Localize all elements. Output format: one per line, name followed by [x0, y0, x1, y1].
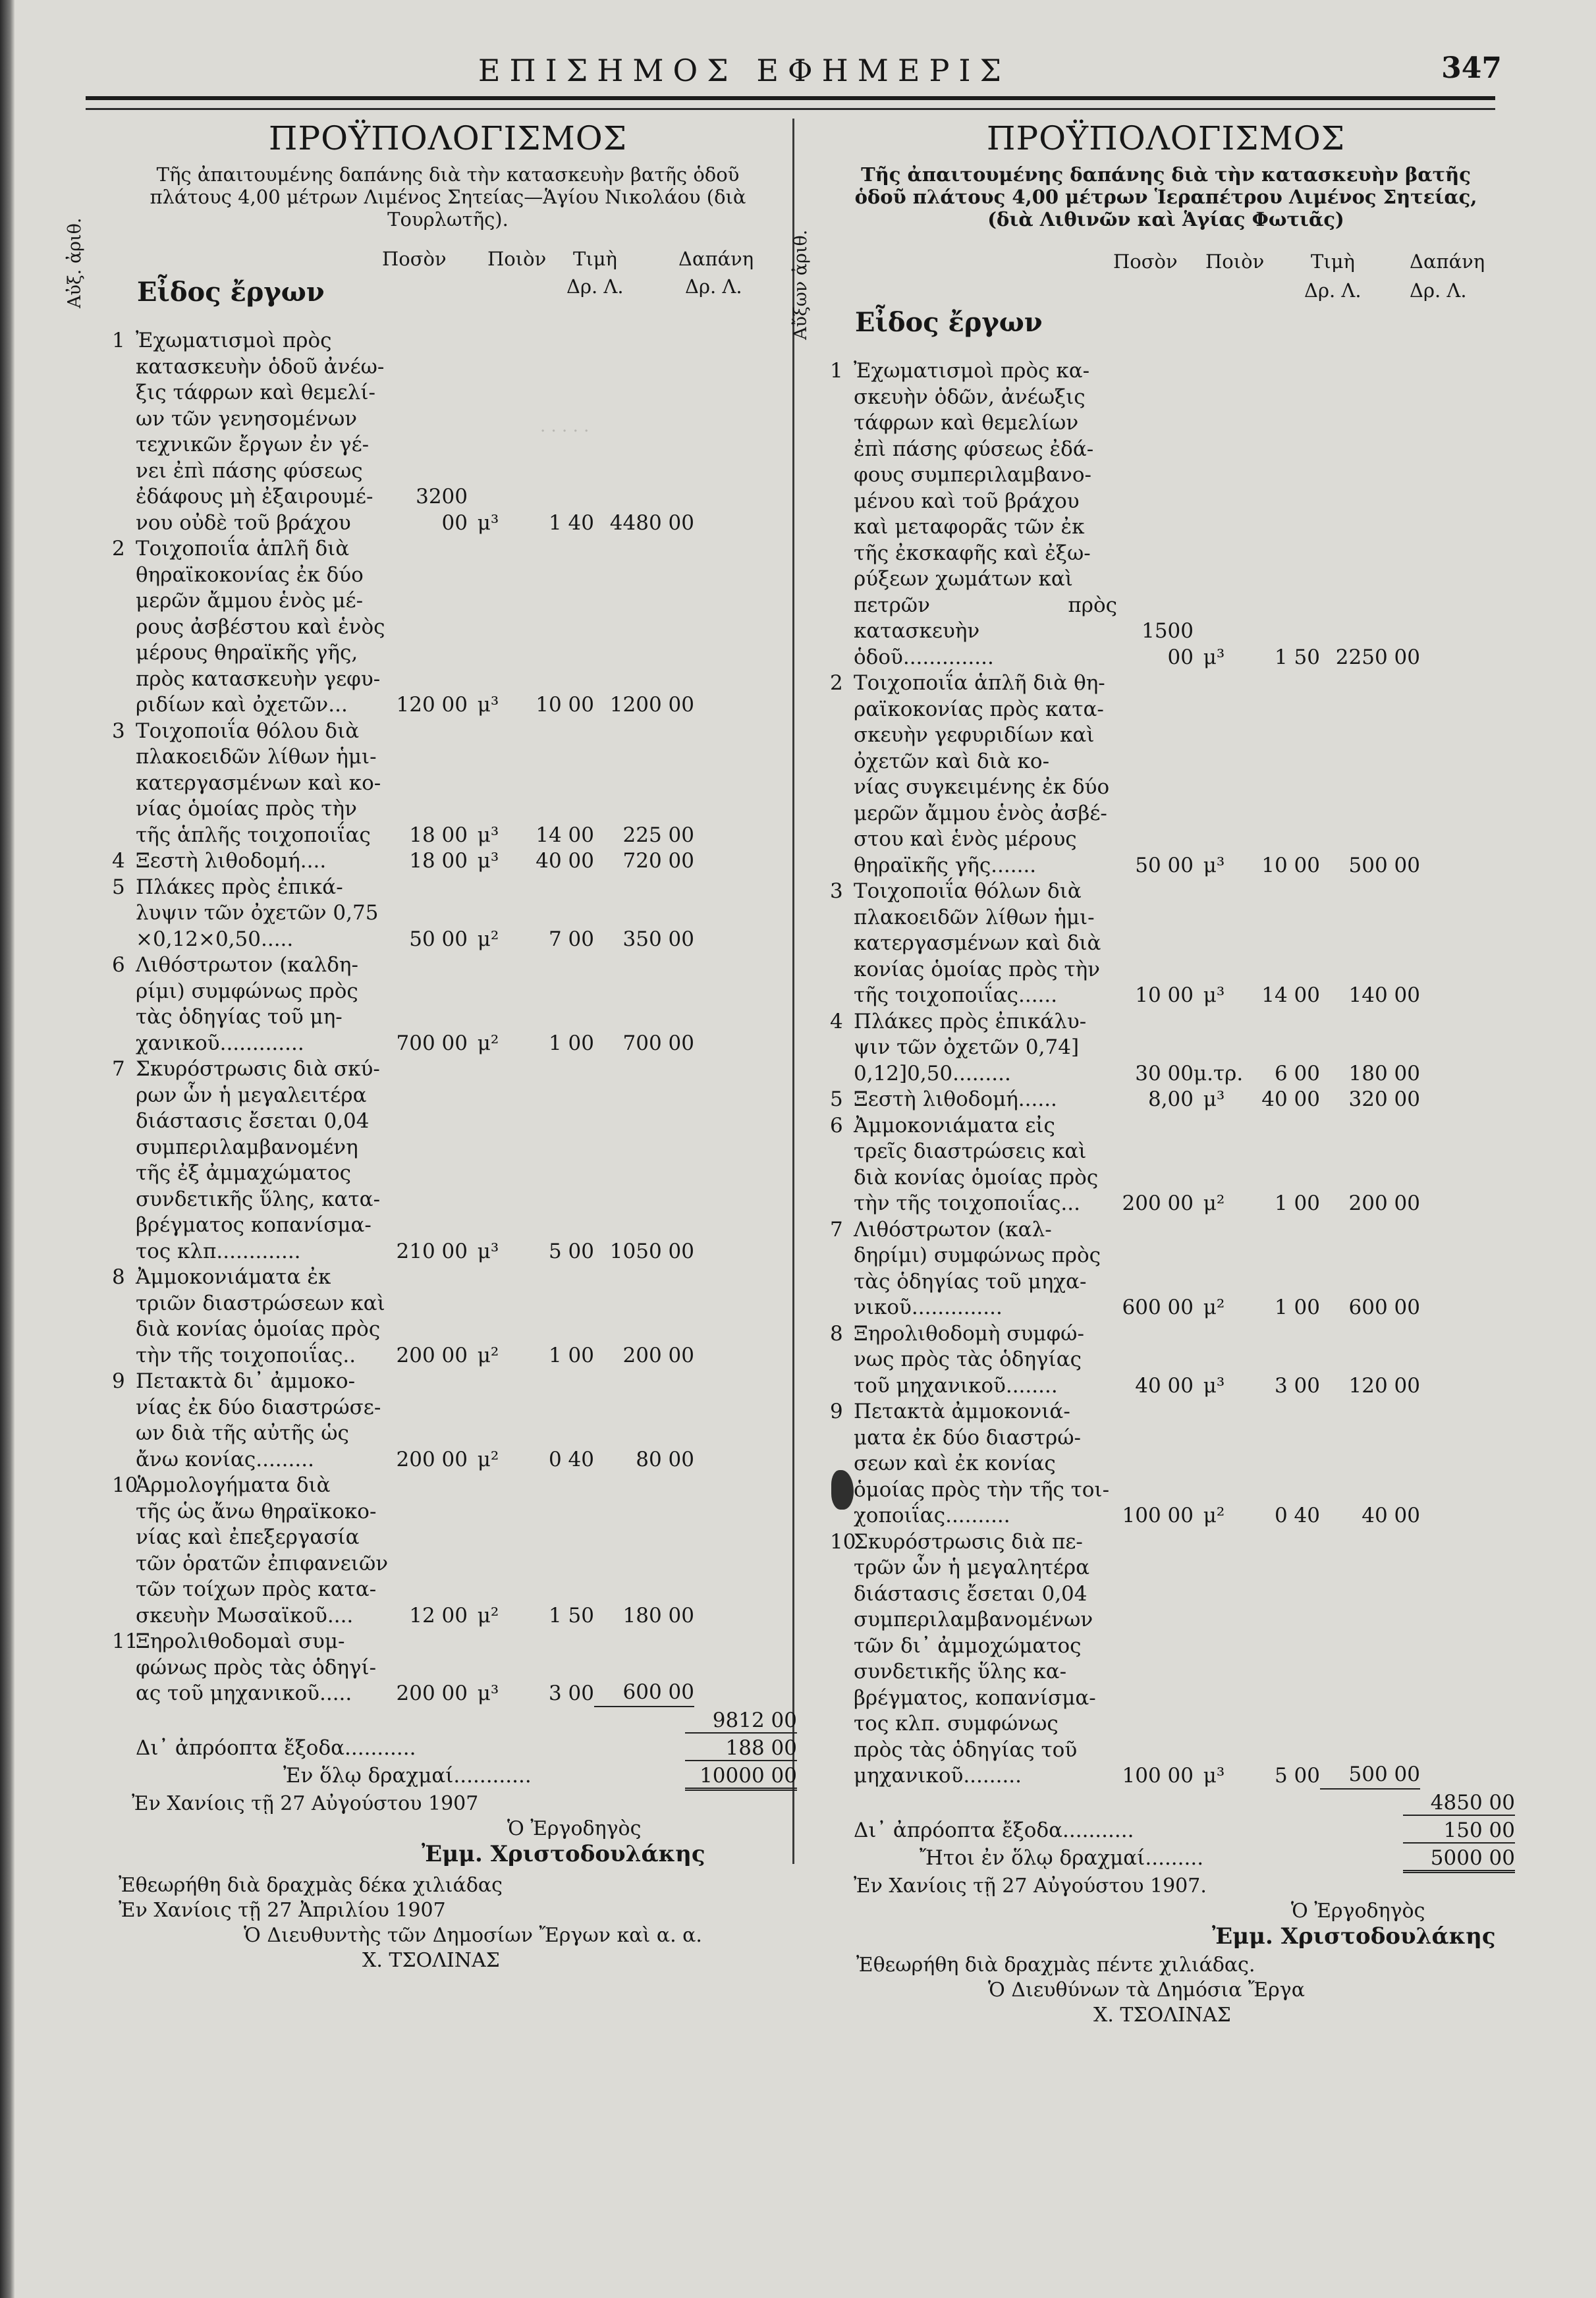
table-row — [99, 328, 797, 536]
item-quantity: 50 00 — [409, 927, 468, 951]
right-price-subheader: Δρ. Λ. — [1304, 279, 1362, 302]
item-quantity: 40 00 — [1135, 1373, 1194, 1398]
item-description: Ἐχωματισμοὶ πρὸς κα- σκευὴν ὁδῶν, ἀνέωξις τάφρων καὶ θεμελίων ἐπὶ πάσης φύσεως ἐδά- φους συμπεριλαμβανο- μένου καὶ τοῦ βράχου καὶ μεταφορᾶς τῶν ἐκ τῆς ἐκσκαφῆς καὶ ἐξω- ρύξεων χωμάτων καὶ πετρῶν πρὸς κατασκευὴν ὁδοῦ.............. — [854, 359, 1117, 669]
item-unit: μ³ — [477, 849, 499, 873]
item-unit-price: 5 00 — [548, 1239, 594, 1263]
item-cost: 500 00 — [1348, 853, 1420, 877]
left-totals — [99, 1709, 797, 1792]
table-row — [817, 1321, 1515, 1400]
right-approval: Ἐθεωρήθη διὰ δραχμὰς πέντε χιλιάδας. — [856, 1953, 1255, 1977]
item-cost: 1050 00 — [609, 1239, 694, 1263]
item-unit-price: 40 00 — [1261, 1087, 1320, 1111]
item-unit: μ² — [1203, 1504, 1225, 1527]
left-unit-header: Ποιὸν — [487, 248, 547, 270]
item-description: Τοιχοποιΐα ἁπλῆ διὰ θηραϊκοκονίας ἐκ δύο μερῶν ἄμμου ἑνὸς μέ- ρους ἀσβέστου καὶ ἑνὸς μέρους θηραϊκῆς γῆς, πρὸς κατασκευὴν γεφυ- ριδίων καὶ ὀχετῶν... — [136, 537, 385, 717]
item-description: Ἐχωματισμοὶ πρὸς κατασκευὴν ὁδοῦ ἀνέω- ξις τάφρων καὶ θεμελί- ων τῶν γενησομένων τεχνικῶν ἔργων ἐν γέ- νει ἐπὶ πάσης φύσεως ἐδάφους μὴ ἐξαιρουμέ- νου οὐδὲ τοῦ βράχου — [136, 329, 385, 535]
right-price-header: Τιμὴ — [1311, 250, 1355, 273]
item-unit: μ³ — [1203, 853, 1225, 877]
right-cost-header: Δαπάνη — [1410, 250, 1485, 273]
table-row — [99, 952, 797, 1056]
right-signature-block — [817, 1874, 1515, 2028]
item-unit-price: 1 00 — [1274, 1191, 1320, 1215]
item-description: Λιθόστρωτον (καλ- δηρίμι) συμφώνως πρὸς τὰς ὁδηγίας τοῦ μηχα- νικοῦ.............. — [854, 1217, 1101, 1319]
item-cost: 180 00 — [1348, 1061, 1420, 1085]
left-table-header — [65, 217, 797, 328]
item-cost: 200 00 — [1348, 1191, 1420, 1215]
item-unit-price: 10 00 — [1261, 853, 1320, 877]
item-quantity: 3200 00 — [416, 485, 468, 535]
item-unit-price: 7 00 — [548, 927, 594, 951]
item-number: 7 — [112, 1057, 125, 1081]
left-director: Ὁ Διευθυντὴς τῶν Δημοσίων Ἔργων καὶ α. α. — [244, 1923, 702, 1947]
item-description: Ξεστὴ λιθοδομή.... — [136, 849, 327, 873]
item-quantity: 200 00 — [396, 1447, 468, 1471]
left-total-value: 10000 00 — [685, 1764, 797, 1791]
left-total-label: Ἐν ὅλῳ δραχμαί............ — [283, 1763, 532, 1788]
item-cost: 350 00 — [622, 927, 694, 951]
table-row — [817, 879, 1515, 1009]
item-quantity: 210 00 — [396, 1239, 468, 1263]
item-unit-price: 14 00 — [1261, 983, 1320, 1007]
item-number: 9 — [112, 1369, 125, 1393]
item-description: Σκυρόστρωσις διὰ πε- τρῶν ὧν ἡ μεγαλητέρα διάστασις ἔσεται 0,04 συμπεριλαμβανομένων τῶν δι᾿ ἀμμοχώματος συνδετικῆς ὕλης κα- βρέγματος, κοπανίσμα- τος κλπ. συμφώνως πρὸς τὰς ὁδηγίας τοῦ μηχανικοῦ......... — [854, 1529, 1096, 1788]
left-date-place: Ἐν Χανίοις τῇ 27 Αὐγούστου 1907 — [132, 1792, 479, 1815]
item-cost: 600 00 — [594, 1680, 694, 1707]
item-unit-price: 1 00 — [1274, 1296, 1320, 1319]
left-signature-block — [99, 1792, 797, 1973]
left-subtitle: Τῆς ἀπαιτουμένης δαπάνης διὰ τὴν κατασκευὴν βατῆς ὁδοῦ πλάτους 4,00 μέτρων Λιμένος Σητείας—Ἁγίου Νικολάου (διὰ Τουρλωτῆς). — [150, 163, 746, 231]
left-cost-header: Δαπάνη — [678, 248, 754, 270]
item-number: 5 — [112, 875, 125, 899]
item-unit-price: 40 00 — [536, 849, 594, 873]
item-description: Πλάκες πρὸς ἐπικά- λυψιν τῶν ὀχετῶν 0,75 ×0,12×0,50..... — [136, 875, 379, 951]
item-quantity: 10 00 — [1135, 983, 1194, 1007]
item-unit: μ³ — [477, 693, 499, 717]
item-cost: 40 00 — [1362, 1504, 1420, 1527]
item-number: 4 — [830, 1009, 843, 1033]
item-cost: 320 00 — [1348, 1087, 1420, 1111]
table-row — [99, 1629, 797, 1707]
left-signer-name: Ἐμμ. Χριστοδουλάκης — [422, 1840, 705, 1867]
right-subtotal: 4850 00 — [1403, 1791, 1515, 1816]
item-unit: μ² — [1203, 1191, 1225, 1215]
table-row — [817, 1529, 1515, 1790]
right-table-header — [790, 229, 1515, 340]
item-unit: μ³ — [477, 510, 499, 535]
item-quantity: 12 00 — [409, 1603, 468, 1628]
table-row — [99, 536, 797, 719]
right-total-value: 5000 00 — [1403, 1846, 1515, 1873]
table-row — [99, 1265, 797, 1369]
book-spine-edge — [0, 0, 14, 2298]
item-quantity: 100 00 — [1122, 1504, 1194, 1527]
item-description: Σκυρόστρωσις διὰ σκύ- ρων ὧν ἡ μεγαλειτέρα διάστασις ἔσεται 0,04 συμπεριλαμβανομένη τῆς ἐξ ἀμμαχώματος συνδετικῆς ὕλης, κατα- βρέγματος κοπανίσμα- τος κλπ............. — [136, 1057, 381, 1263]
item-number: 1 — [830, 359, 843, 383]
item-cost: 1200 00 — [609, 693, 694, 717]
table-row — [817, 1087, 1515, 1113]
item-quantity: 200 00 — [1122, 1191, 1194, 1215]
item-unit: μ³ — [1203, 1087, 1225, 1111]
right-cost-subheader: Δρ. Λ. — [1410, 279, 1467, 302]
item-cost: 140 00 — [1348, 983, 1420, 1007]
table-row — [99, 719, 797, 849]
left-qty-header: Ποσὸν — [382, 248, 447, 270]
item-number: 5 — [830, 1087, 843, 1111]
item-description: Τοιχοποιΐα θόλων διὰ πλακοειδῶν λίθων ἡμι- κατεργασμένων καὶ διὰ κονίας ὁμοίας πρὸς τὴν τῆς τοιχοποιΐας...... — [854, 879, 1101, 1007]
left-price-subheader: Δρ. Λ. — [566, 275, 624, 298]
item-number: 2 — [112, 537, 125, 561]
item-description: Πλάκες πρὸς ἐπικάλυ- ψιν τῶν ὀχετῶν 0,74] 0,12]0,50......... — [854, 1009, 1087, 1085]
item-description: Ἁρμολογήματα διὰ τῆς ὡς ἄνω θηραϊκοκο- νίας καὶ ἐπεξεργασία τῶν ὁρατῶν ἐπιφανειῶν τῶν τοίχων πρὸς κατα- σκευὴν Μωσαϊκοῦ.... — [136, 1473, 389, 1628]
item-cost: 720 00 — [622, 849, 694, 873]
item-unit-price: 6 00 — [1274, 1061, 1320, 1085]
item-quantity: 200 00 — [396, 1682, 468, 1705]
right-items-table — [817, 358, 1515, 1790]
left-price-header: Τιμὴ — [573, 248, 617, 270]
item-cost: 225 00 — [622, 823, 694, 847]
item-unit-price: 14 00 — [536, 823, 594, 847]
right-director-name: Χ. ΤΣΟΛΙΝΑΣ — [1093, 2003, 1231, 2027]
item-number: 9 — [830, 1400, 843, 1423]
left-unforeseen-label: Δι᾿ ἀπρόοπτα ἔξοδα........... — [136, 1736, 416, 1760]
item-unit: μ.τρ. — [1194, 1061, 1244, 1085]
item-quantity: 1500 00 — [1142, 619, 1194, 669]
item-unit-price: 1 00 — [548, 1343, 594, 1367]
item-unit: μ² — [477, 1603, 499, 1628]
table-row — [817, 1399, 1515, 1529]
right-signer-role: Ὁ Ἐργοδηγὸς — [1291, 1899, 1425, 1923]
item-number: 1 — [112, 329, 125, 352]
right-unforeseen-label: Δι᾿ ἀπρόοπτα ἔξοδα........... — [854, 1818, 1134, 1842]
item-cost: 180 00 — [622, 1603, 694, 1628]
right-total-label: Ἤτοι ἐν ὅλῳ δραχμαί......... — [920, 1846, 1204, 1870]
left-budget-column — [65, 119, 797, 1973]
item-quantity: 200 00 — [396, 1343, 468, 1367]
left-items-table — [99, 328, 797, 1707]
item-unit-price: 3 00 — [1274, 1373, 1320, 1398]
right-title: ΠΡΟΫΠΟΛΟΓΙΣΜΟΣ — [986, 119, 1346, 157]
item-number: 4 — [112, 849, 125, 873]
item-unit: μ³ — [477, 1682, 499, 1705]
item-number: 2 — [830, 671, 843, 695]
bleed-through-text: · · · · · — [540, 422, 590, 441]
table-row — [99, 875, 797, 953]
item-quantity: 120 00 — [396, 693, 468, 717]
item-description: Πετακτὰ δι᾿ ἀμμοκο- νίας ἐκ δύο διαστρώσε- ων διὰ τῆς αὐτῆς ὡς ἄνω κονίας......... — [136, 1369, 381, 1471]
item-unit: μ² — [477, 1343, 499, 1367]
left-signer-role: Ὁ Ἐργοδηγὸς — [507, 1817, 642, 1840]
item-unit: μ³ — [1203, 983, 1225, 1007]
item-description: Ἀμμοκονιάματα εἰς τρεῖς διαστρώσεις καὶ διὰ κονίας ὁμοίας πρὸς τὴν τῆς τοιχοποιΐας... — [854, 1113, 1099, 1215]
item-description: Ἀμμοκονιάματα ἐκ τριῶν διαστρώσεων καὶ διὰ κονίας ὁμοίας πρὸς τὴν τῆς τοιχοποιΐας.. — [136, 1265, 385, 1367]
item-unit-price: 1 50 — [1274, 645, 1320, 669]
item-unit-price: 10 00 — [536, 693, 594, 717]
item-unit: μ³ — [1203, 1373, 1225, 1398]
item-cost: 600 00 — [1348, 1296, 1420, 1319]
item-number: 10 — [112, 1473, 138, 1497]
item-description: Τοιχοποιΐα θόλου διὰ πλακοειδῶν λίθων ἡμι- κατεργασμένων καὶ κο- νίας ὁμοίας πρὸς τὴν τῆς ἁπλῆς τοιχοποιΐας — [136, 719, 381, 847]
left-director-name: Χ. ΤΣΟΛΙΝΑΣ — [362, 1948, 500, 1972]
page-header — [79, 45, 1502, 97]
table-row — [99, 848, 797, 875]
right-date-place: Ἐν Χανίοις τῇ 27 Αὐγούστου 1907. — [854, 1874, 1207, 1898]
right-signer-name: Ἐμμ. Χριστοδουλάκης — [1212, 1923, 1496, 1950]
item-quantity: 8,00 — [1147, 1087, 1194, 1111]
item-unit-price: 1 00 — [548, 1031, 594, 1055]
item-unit: μ³ — [477, 823, 499, 847]
left-unforeseen-value: 188 00 — [685, 1736, 797, 1761]
item-cost: 4480 00 — [609, 510, 694, 535]
item-description: Ξηρολιθοδομὴ συμφώ- νως πρὸς τὰς ὁδηγίας τοῦ μηχανικοῦ........ — [854, 1321, 1084, 1398]
item-cost: 2250 00 — [1335, 645, 1420, 669]
item-quantity: 30 00 — [1135, 1061, 1194, 1085]
table-row — [817, 1009, 1515, 1087]
item-quantity: 18 00 — [409, 849, 468, 873]
table-row — [817, 358, 1515, 670]
item-unit-price: 0 40 — [548, 1447, 594, 1471]
left-approval: Ἐθεωρήθη διὰ δραχμὰς δέκα χιλιάδας — [119, 1873, 503, 1897]
item-unit: μ³ — [477, 1239, 499, 1263]
item-unit-price: 1 40 — [548, 510, 594, 535]
left-serial-header: Αὐξ. ἀριθ. — [65, 217, 85, 308]
item-unit: μ² — [477, 1031, 499, 1055]
journal-title: ΕΠΙΣΗΜΟΣ ΕΦΗΜΕΡΙΣ — [478, 53, 1011, 88]
item-unit: μ³ — [1203, 645, 1225, 669]
item-quantity: 600 00 — [1122, 1296, 1194, 1319]
item-cost: 120 00 — [1348, 1373, 1420, 1398]
left-type-header: Εἶδος ἔργων — [137, 277, 325, 308]
right-unit-header: Ποιὸν — [1205, 250, 1265, 273]
table-row — [99, 1473, 797, 1629]
item-cost: 80 00 — [636, 1447, 694, 1471]
right-subtitle: Τῆς ἀπαιτουμένης δαπάνης διὰ τὴν κατασκευὴν βατῆς ὁδοῦ πλάτους 4,00 μέτρων Ἱεραπέτρου Λιμένος Σητείας, (διὰ Λιθινῶν καὶ Ἁγίας Φωτιᾶς) — [854, 163, 1477, 231]
item-quantity: 50 00 — [1135, 853, 1194, 877]
left-approval-date: Ἐν Χανίοις τῇ 27 Ἀπριλίου 1907 — [119, 1898, 446, 1922]
right-director: Ὁ Διευθύνων τὰ Δημόσια Ἔργα — [988, 1978, 1305, 2002]
left-title: ΠΡΟΫΠΟΛΟΓΙΣΜΟΣ — [268, 119, 628, 157]
item-number: 3 — [830, 879, 843, 903]
item-unit-price: 1 50 — [548, 1603, 594, 1628]
item-unit-price: 3 00 — [548, 1682, 594, 1705]
header-rule — [86, 96, 1495, 110]
item-cost: 700 00 — [622, 1031, 694, 1055]
item-cost: 200 00 — [622, 1343, 694, 1367]
table-row — [99, 1369, 797, 1473]
item-description: Τοιχοποιΐα ἁπλῆ διὰ θη- ραϊκοκονίας πρὸς κατα- σκευὴν γεφυριδίων καὶ ὀχετῶν καὶ διὰ κο- νίας συγκειμένης ἐκ δύο μερῶν ἄμμου ἑνὸς ἀσβέ- στου καὶ ἑνὸς μέρους θηραϊκῆς γῆς....... — [854, 671, 1110, 877]
right-budget-column — [790, 119, 1515, 2028]
page-number: 347 — [1441, 51, 1502, 85]
right-totals — [817, 1791, 1515, 1874]
table-row — [817, 1217, 1515, 1321]
item-number: 6 — [112, 953, 125, 977]
item-unit: μ² — [1203, 1296, 1225, 1319]
item-quantity: 18 00 — [409, 823, 468, 847]
right-unforeseen-value: 150 00 — [1403, 1819, 1515, 1844]
item-unit-price: 0 40 — [1274, 1504, 1320, 1527]
item-number: 8 — [112, 1265, 125, 1289]
item-cost: 500 00 — [1320, 1762, 1420, 1790]
table-row — [817, 670, 1515, 879]
item-number: 8 — [830, 1321, 843, 1346]
table-row — [99, 1056, 797, 1265]
right-type-header: Εἶδος ἔργων — [855, 307, 1043, 338]
item-number: 7 — [830, 1217, 843, 1242]
item-description: Πετακτὰ ἀμμοκονιά- ματα ἐκ δύο διαστρώ- σεων καὶ ἐκ κονίας ὁμοίας πρὸς τὴν τῆς τοι- χοποιΐας.......... — [854, 1400, 1110, 1527]
item-description: Ξηρολιθοδομαὶ συμ- φώνως πρὸς τὰς ὁδηγί- ας τοῦ μηχανικοῦ..... — [136, 1629, 377, 1705]
item-quantity: 100 00 — [1122, 1764, 1194, 1788]
left-subtotal: 9812 00 — [685, 1709, 797, 1734]
item-number: 3 — [112, 719, 125, 743]
item-description: Λιθόστρωτον (καλδη- ρίμι) συμφώνως πρὸς τὰς ὁδηγίας τοῦ μη- χανικοῦ............. — [136, 953, 358, 1055]
right-serial-header: Αὔξων ἀριθ. — [790, 229, 811, 340]
item-number: 11 — [112, 1629, 138, 1653]
left-cost-subheader: Δρ. Λ. — [685, 275, 742, 298]
item-description: Ξεστὴ λιθοδομή...... — [854, 1087, 1057, 1111]
table-row — [817, 1113, 1515, 1217]
item-quantity: 700 00 — [396, 1031, 468, 1055]
item-unit-price: 5 00 — [1274, 1764, 1320, 1788]
right-qty-header: Ποσὸν — [1113, 250, 1178, 273]
item-unit: μ² — [477, 1447, 499, 1471]
item-number: 10 — [830, 1529, 856, 1554]
item-unit: μ² — [477, 927, 499, 951]
item-number: 6 — [830, 1113, 843, 1137]
item-unit: μ³ — [1203, 1764, 1225, 1788]
